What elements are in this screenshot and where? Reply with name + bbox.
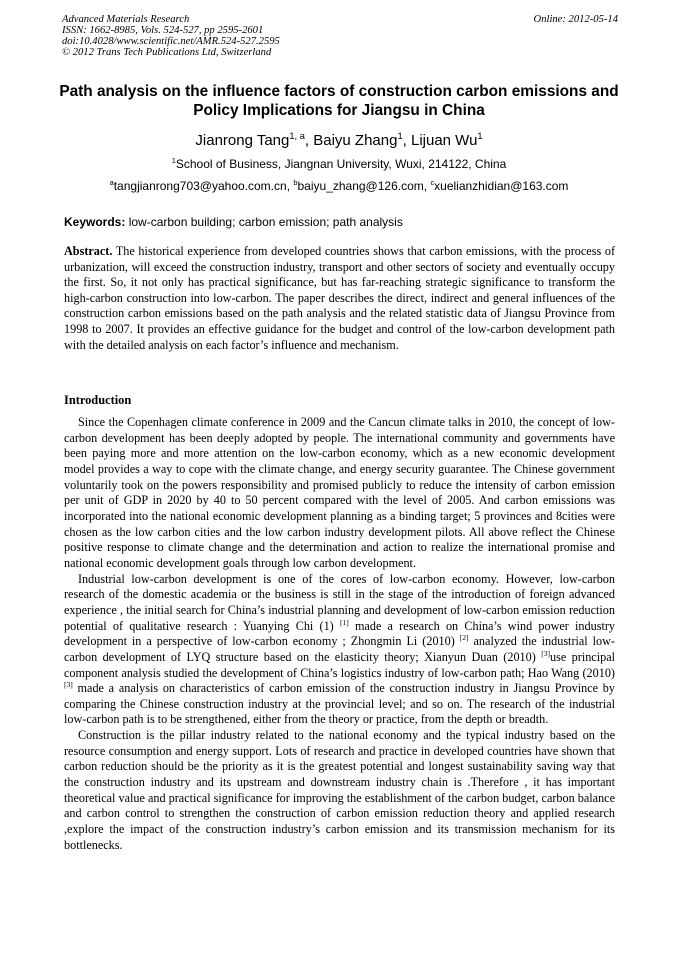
email-mark: a: [109, 178, 114, 187]
citation-ref: [3]: [541, 648, 551, 658]
journal-doi[interactable]: doi:10.4028/www.scientific.net/AMR.524-527.2595: [62, 36, 280, 47]
abstract: [64, 244, 615, 353]
paragraph: [64, 572, 615, 729]
email-separator: ,: [423, 179, 431, 193]
abstract-label: Abstract.: [64, 244, 113, 258]
email-separator: ,: [286, 179, 294, 193]
author-name: Baiyu Zhang: [313, 132, 398, 149]
author-name: Lijuan Wu: [410, 132, 478, 149]
email-address[interactable]: xuelianzhidian@163.com: [434, 179, 569, 193]
paragraph-text: made a research on China’s wind power industry development in a perspective of low-carbon economy ; Zhongmin Li (2010): [64, 618, 615, 649]
paragraph-text: Industrial low-carbon development is one of the cores of low-carbon economy. However, low-carbon research of the domestic academia or the business is still in the stage of the introduction of foreign advanced experience , the initial search for China’s industrial planning and development of low-carbon emission reduction potential of qualitative research : Yuanying Chi (1): [64, 571, 615, 633]
author-name: Jianrong Tang: [195, 132, 290, 149]
paragraph-text: analyzed the industrial low-carbon development of LYQ structure based on the elasticity theory; Xianyun Duan (2010): [64, 634, 615, 664]
author-affiliation-mark: 1: [397, 131, 403, 141]
affiliation-mark: 1: [171, 156, 176, 165]
author-separator: ,: [304, 132, 314, 149]
author-separator: ,: [402, 132, 411, 149]
paper-title: Path analysis on the influence factors of construction carbon emissions and Policy Implications for Jiangsu in China: [59, 83, 619, 119]
keywords-label: Keywords:: [64, 215, 126, 229]
section-heading-introduction: Introduction: [64, 393, 132, 407]
email-list: [40, 179, 638, 194]
author-affiliation-mark: 1, a: [289, 131, 305, 141]
email-mark: b: [293, 178, 298, 187]
citation-ref: [1]: [339, 617, 349, 627]
journal-header: [62, 14, 618, 58]
online-date: Online: 2012-05-14: [533, 14, 618, 25]
introduction-body: [64, 415, 615, 853]
paragraph: Construction is the pillar industry related to the national economy and the typical industry based on the resource consumption and energy support. Lots of research and practice in developed countries have shown that carbon reduction should be the priority as it is the greatest potential and longest sustainability saving way that the construction industry and its upstream and downstream industry chain is .Therefore , it has important theoretical value and practical significance for improving the establishment of the carbon budget, carbon balance and carbon control to strengthen the construction of carbon emission reduction theory and applied research ,explore the impact of the construction industry’s carbon emission and its transmission mechanism for its bottlenecks.: [64, 728, 615, 852]
keywords: [64, 215, 616, 230]
paragraph: Since the Copenhagen climate conference in 2009 and the Cancun climate talks in 2010, the concept of low-carbon development has been deeply adopted by people. The international community and governments have been paying more and more attention on the low-carbon economy, which as a new economic development model provides a way to cope with the climate change, and energy security guarantee. The Chinese government voluntarily took on the powers responsibility and promised publicly to reduce the intensity of carbon emission per unit of GDP in 2020 by 40 to 50 percent compared with the level of 2005. And carbon emissions was incorporated into the national economic development planning as a binding target; 5 provinces and 8cities were chosen as the low carbon cities and the low carbon industry development pilots. All above reflect the Chinese positive response to climate change and the determination and action to realize the international promise and national economic development goals through low carbon development.: [64, 415, 615, 570]
paragraph-text: use principal component analysis studied the development of China’s logistics industry of low-carbon path; Hao Wang (2010): [64, 649, 615, 680]
email-mark: c: [430, 178, 435, 187]
citation-ref: [2]: [459, 633, 469, 643]
keywords-text: low-carbon building; carbon emission; path analysis: [125, 215, 403, 229]
citation-ref: [3]: [64, 680, 73, 690]
email-address[interactable]: tangjianrong703@yahoo.com.cn: [113, 179, 287, 193]
author-affiliation-mark: 1: [477, 131, 483, 141]
email-address[interactable]: baiyu_zhang@126.com: [297, 179, 424, 193]
affiliation: [40, 157, 638, 172]
journal-issn: ISSN: 1662-8985, Vols. 524-527, pp 2595-2601: [62, 25, 264, 36]
journal-name: Advanced Materials Research: [62, 14, 190, 25]
paragraph-text: made a analysis on characteristics of carbon emission of the construction industry in Jiangsu Province by comparing the Chinese construction industry at the provincial level; and so on. The research of the industrial low-carbon path is to be strengthened, either from the theory or practice, from the depth or breadth.: [64, 681, 615, 727]
author-list: [40, 132, 638, 150]
affiliation-text: School of Business, Jiangnan University, Wuxi, 214122, China: [175, 157, 507, 171]
abstract-text: The historical experience from developed countries shows that carbon emissions, with the process of urbanization, will exceed the construction industry, transport and other sectors of society and eventually occupy the first. So, it not only has practical significance, but has far-reaching strategic significance to transform the high-carbon construction into low-carbon. The paper describes the direct, indirect and general influences of the construction carbon emissions based on the path analysis and the related statistic data of Jiangsu Province from 1998 to 2007. It provides an effective guidance for the budget and control of the low-carbon development path with the detailed analysis on each factor’s influence and mechanism.: [64, 244, 615, 352]
journal-copyright: © 2012 Trans Tech Publications Ltd, Switzerland: [62, 47, 272, 58]
